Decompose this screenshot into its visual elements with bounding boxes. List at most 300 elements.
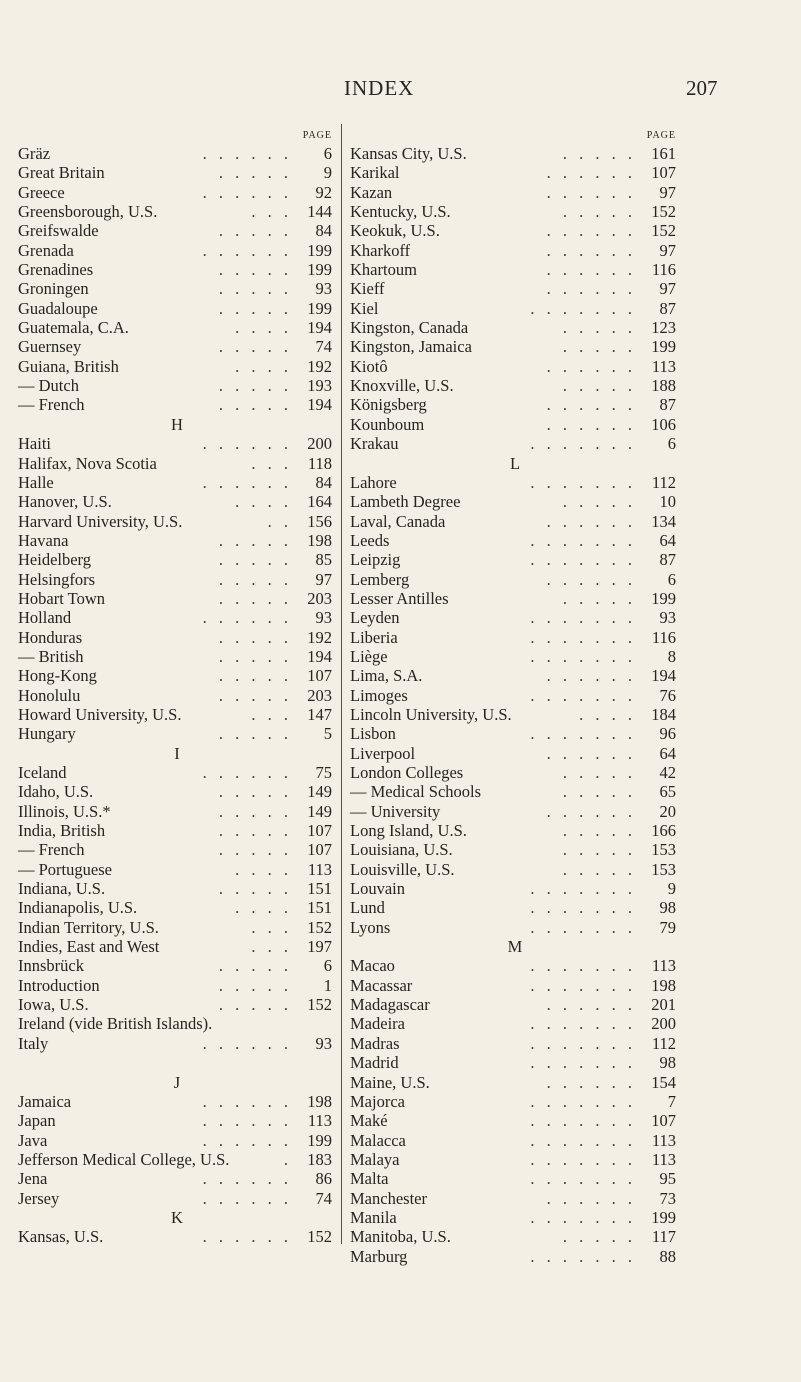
entry-name: Lesser Antilles xyxy=(350,588,449,608)
leader-dots: . . . . . xyxy=(218,879,292,899)
entry-name: Kingston, Canada xyxy=(350,318,469,338)
entry-name: Great Britain xyxy=(18,163,105,183)
entry-name: Indies, East and West xyxy=(18,937,160,957)
index-entry xyxy=(18,821,336,840)
entry-name: Groningen xyxy=(18,279,89,299)
entry-page-number: 151 xyxy=(307,879,332,899)
entry-page-number: 151 xyxy=(307,898,332,918)
leader-dots: . . . . . xyxy=(562,763,636,782)
leader-dots: . . . . . . xyxy=(202,434,292,454)
leader-dots: . . . . . . xyxy=(202,1188,292,1208)
entry-page-number: 97 xyxy=(659,240,676,260)
index-entry xyxy=(350,318,680,337)
entry-name: Howard University, U.S. xyxy=(18,704,182,724)
index-entry xyxy=(18,1227,336,1246)
entry-page-number: 152 xyxy=(307,917,332,937)
entry-page-number: 9 xyxy=(667,879,676,899)
leader-dots: . . . . . . xyxy=(546,801,636,821)
index-entry xyxy=(18,686,336,705)
index-entry xyxy=(350,628,680,647)
leader-dots: . . . . . . xyxy=(202,1227,292,1247)
entry-page-number: 199 xyxy=(651,588,676,608)
index-entry xyxy=(18,492,336,511)
entry-page-number: 84 xyxy=(315,221,332,241)
leader-dots: . . . . . . xyxy=(546,182,636,202)
index-entry xyxy=(18,898,336,917)
entry-page-number: 20 xyxy=(659,801,676,821)
entry-name: Guiana, British xyxy=(18,356,119,376)
entry-name: Malta xyxy=(350,1169,389,1189)
entry-page-number: 152 xyxy=(307,1227,332,1247)
index-entry xyxy=(18,1150,336,1169)
index-entry xyxy=(18,995,336,1014)
entry-page-number: 199 xyxy=(307,298,332,318)
index-entry xyxy=(18,1034,336,1053)
leader-dots: . . . . . . xyxy=(546,666,636,686)
index-entry xyxy=(18,840,336,859)
entry-name: Greece xyxy=(18,182,65,202)
page-number: 207 xyxy=(686,76,718,100)
entry-page-number: 64 xyxy=(659,743,676,763)
index-list xyxy=(350,144,680,1266)
index-entry xyxy=(18,666,336,685)
entry-page-number: 87 xyxy=(659,395,676,415)
leader-dots: . . . . . . xyxy=(546,511,636,531)
entry-page-number: 156 xyxy=(307,511,332,531)
index-entry xyxy=(350,1169,680,1188)
entry-page-number: 95 xyxy=(659,1169,676,1189)
entry-name: Helsingfors xyxy=(18,569,95,589)
entry-name: Guatemala, C.A. xyxy=(18,318,129,338)
entry-page-number: 113 xyxy=(307,1111,332,1131)
entry-page-number: 153 xyxy=(651,859,676,879)
entry-page-number: 93 xyxy=(659,608,676,628)
entry-name: Königsberg xyxy=(350,395,427,415)
leader-dots: . . . . . . . xyxy=(530,724,636,744)
entry-name: — French xyxy=(18,395,85,415)
leader-dots: . . . . . . xyxy=(546,356,636,376)
index-entry xyxy=(18,395,336,414)
index-entry xyxy=(18,318,336,337)
leader-dots: . . . . . . xyxy=(202,1091,292,1111)
entry-page-number: 199 xyxy=(307,1130,332,1150)
entry-name: Kounboum xyxy=(350,414,425,434)
column-divider xyxy=(341,124,342,1244)
entry-name: Greifswalde xyxy=(18,221,99,241)
index-entry xyxy=(18,163,336,182)
leader-dots: . . . . . . . xyxy=(530,550,636,570)
index-entry xyxy=(18,647,336,666)
entry-name: Maine, U.S. xyxy=(350,1072,430,1092)
index-entry xyxy=(350,1150,680,1169)
index-entry xyxy=(350,860,680,879)
leader-dots: . . . . . xyxy=(562,202,636,222)
entry-page-number: 107 xyxy=(307,840,332,860)
entry-page-number: 200 xyxy=(307,434,332,454)
index-entry xyxy=(18,879,336,898)
entry-page-number: 134 xyxy=(651,511,676,531)
entry-page-number: 75 xyxy=(315,763,332,782)
leader-dots: . . . . . xyxy=(218,975,292,995)
entry-page-number: 194 xyxy=(651,666,676,686)
index-entry xyxy=(18,183,336,202)
entry-name: Idaho, U.S. xyxy=(18,782,94,802)
entry-page-number: 113 xyxy=(651,356,676,376)
entry-page-number: 113 xyxy=(651,1130,676,1150)
entry-name: Kiotô xyxy=(350,356,388,376)
index-entry xyxy=(350,1092,680,1111)
entry-name: — Dutch xyxy=(18,376,79,396)
entry-page-number: 198 xyxy=(651,975,676,995)
leader-dots: . . . . . xyxy=(218,821,292,841)
entry-page-number: 112 xyxy=(651,1033,676,1053)
index-entry xyxy=(350,976,680,995)
leader-dots: . . . . . . . xyxy=(530,1207,636,1227)
leader-dots: . . . . . xyxy=(218,627,292,647)
index-entry xyxy=(18,144,336,163)
entry-name: Jamaica xyxy=(18,1091,72,1111)
index-entry xyxy=(350,260,680,279)
index-entry xyxy=(350,144,680,163)
leader-dots: . . . . . . . xyxy=(530,1014,636,1034)
leader-dots: . . . . . . . xyxy=(530,898,636,918)
entry-page-number: 107 xyxy=(651,163,676,183)
entry-page-number: 92 xyxy=(315,182,332,202)
leader-dots: . . . . . . . xyxy=(530,1130,636,1150)
leader-dots: . . . . . . . xyxy=(530,298,636,318)
leader-dots: . . . . . xyxy=(562,337,636,357)
leader-dots: . . . . xyxy=(235,356,292,376)
index-entry xyxy=(350,763,680,782)
index-entry xyxy=(18,1169,336,1188)
entry-page-number: 7 xyxy=(667,1091,676,1111)
entry-page-number: 118 xyxy=(307,453,332,473)
entry-page-number: 153 xyxy=(651,840,676,860)
entry-name: Manitoba, U.S. xyxy=(350,1227,451,1247)
index-entry xyxy=(350,802,680,821)
entry-name: Hobart Town xyxy=(18,588,105,608)
leader-dots: . . . . . xyxy=(218,956,292,976)
leader-dots: . . . . . xyxy=(562,1227,636,1247)
entry-page-number: 112 xyxy=(651,472,676,492)
entry-name: Ireland (vide British Islands). xyxy=(18,1014,213,1034)
entry-page-number: 73 xyxy=(659,1188,676,1208)
entry-name: Haiti xyxy=(18,434,51,454)
entry-name: Kansas, U.S. xyxy=(18,1227,104,1247)
index-entry xyxy=(18,802,336,821)
leader-dots: . . . . . xyxy=(218,163,292,183)
entry-name: Jersey xyxy=(18,1188,60,1208)
entry-name: Madagascar xyxy=(350,995,430,1015)
leader-dots: . . . xyxy=(251,937,292,957)
entry-name: Greensborough, U.S. xyxy=(18,202,158,222)
index-entry xyxy=(350,337,680,356)
entry-page-number: 117 xyxy=(651,1227,676,1247)
entry-name: Lemberg xyxy=(350,569,410,589)
index-column-right xyxy=(350,128,680,1266)
leader-dots: . . . . . . xyxy=(202,1033,292,1053)
index-entry xyxy=(18,241,336,260)
index-entry xyxy=(350,1053,680,1072)
leader-dots: . . . . . . xyxy=(546,260,636,280)
spacer xyxy=(18,1053,336,1072)
index-entry xyxy=(350,163,680,182)
index-entry xyxy=(350,724,680,743)
leader-dots: . . . . . . xyxy=(546,221,636,241)
entry-name: Manila xyxy=(350,1207,397,1227)
entry-name: Madeira xyxy=(350,1014,405,1034)
entry-page-number: 197 xyxy=(307,937,332,957)
index-entry xyxy=(18,937,336,956)
entry-page-number: 152 xyxy=(651,202,676,222)
leader-dots: . . . . . xyxy=(218,666,292,686)
index-entry xyxy=(18,512,336,531)
index-entry xyxy=(350,879,680,898)
leader-dots: . . . . . xyxy=(218,221,292,241)
index-entry xyxy=(18,260,336,279)
entry-name: Java xyxy=(18,1130,48,1150)
index-entry xyxy=(18,202,336,221)
entry-page-number: 87 xyxy=(659,550,676,570)
page-header xyxy=(0,76,801,106)
leader-dots: . . . . . . . xyxy=(530,1033,636,1053)
leader-dots: . xyxy=(283,1149,292,1169)
leader-dots: . . . . . . xyxy=(546,414,636,434)
index-entry xyxy=(350,395,680,414)
entry-page-number: 107 xyxy=(651,1111,676,1131)
leader-dots: . . . . xyxy=(235,898,292,918)
entry-name: London Colleges xyxy=(350,763,464,782)
index-entry xyxy=(350,1227,680,1246)
page-title: INDEX xyxy=(344,76,415,100)
leader-dots: . . . . . . xyxy=(202,472,292,492)
entry-page-number: 93 xyxy=(315,608,332,628)
entry-name: Guadaloupe xyxy=(18,298,98,318)
index-entry xyxy=(18,279,336,298)
leader-dots: . . . . . . xyxy=(202,608,292,628)
leader-dots: . . . . . xyxy=(218,685,292,705)
entry-name: Macao xyxy=(350,956,395,976)
entry-name: Khartoum xyxy=(350,260,417,280)
entry-page-number: 183 xyxy=(307,1149,332,1169)
index-entry xyxy=(350,299,680,318)
leader-dots: . . . . . xyxy=(218,782,292,802)
entry-name: Introduction xyxy=(18,975,100,995)
index-entry xyxy=(350,221,680,240)
entry-name: Indian Territory, U.S. xyxy=(18,917,159,937)
entry-page-number: 200 xyxy=(651,1014,676,1034)
entry-name: Honduras xyxy=(18,627,83,647)
leader-dots: . . . . . xyxy=(562,588,636,608)
entry-page-number: 154 xyxy=(651,1072,676,1092)
index-entry xyxy=(18,550,336,569)
entry-page-number: 6 xyxy=(323,956,332,976)
entry-page-number: 164 xyxy=(307,492,332,512)
entry-page-number: 149 xyxy=(307,782,332,802)
entry-page-number: 203 xyxy=(307,588,332,608)
index-entry xyxy=(18,956,336,975)
entry-page-number: 147 xyxy=(307,704,332,724)
leader-dots: . . . . . . xyxy=(546,395,636,415)
index-entry xyxy=(350,1111,680,1130)
entry-page-number: 65 xyxy=(659,782,676,802)
entry-page-number: 116 xyxy=(651,627,676,647)
entry-page-number: 193 xyxy=(307,376,332,396)
entry-page-number: 85 xyxy=(315,550,332,570)
section-letter: I xyxy=(174,743,180,763)
leader-dots: . . . . . . xyxy=(202,1169,292,1189)
entry-name: Madrid xyxy=(350,1053,399,1073)
leader-dots: . . . . . xyxy=(562,782,636,802)
entry-page-number: 86 xyxy=(315,1169,332,1189)
leader-dots: . . . . . . . xyxy=(530,434,636,454)
entry-name: Maké xyxy=(350,1111,388,1131)
entry-page-number: 88 xyxy=(659,1246,676,1266)
entry-page-number: 98 xyxy=(659,898,676,918)
index-entry xyxy=(350,473,680,492)
entry-page-number: 152 xyxy=(307,995,332,1015)
entry-page-number: 79 xyxy=(659,917,676,937)
index-entry xyxy=(18,434,336,453)
entry-name: Liberia xyxy=(350,627,398,647)
entry-name: Iceland xyxy=(18,763,67,782)
leader-dots: . . . . . . . xyxy=(530,1091,636,1111)
index-entry xyxy=(350,686,680,705)
entry-name: Havana xyxy=(18,530,69,550)
index-entry xyxy=(350,1189,680,1208)
entry-page-number: 96 xyxy=(659,724,676,744)
entry-name: Liège xyxy=(350,646,388,666)
index-entry xyxy=(18,357,336,376)
leader-dots: . . . . . . xyxy=(202,240,292,260)
index-entry xyxy=(18,1014,336,1033)
entry-name: Indianapolis, U.S. xyxy=(18,898,138,918)
entry-name: Malaya xyxy=(350,1149,400,1169)
section-letter: J xyxy=(173,1072,181,1092)
entry-name: Knoxville, U.S. xyxy=(350,376,454,396)
index-entry xyxy=(350,918,680,937)
entry-name: Kharkoff xyxy=(350,240,411,260)
leader-dots: . . . . . xyxy=(218,588,292,608)
index-entry xyxy=(18,299,336,318)
entry-name: Kentucky, U.S. xyxy=(350,202,451,222)
leader-dots: . . . . . . xyxy=(546,743,636,763)
entry-name: Lund xyxy=(350,898,385,918)
entry-page-number: 198 xyxy=(307,1091,332,1111)
leader-dots: . . . xyxy=(251,202,292,222)
entry-page-number: 8 xyxy=(667,646,676,666)
index-entry xyxy=(350,589,680,608)
entry-name: Italy xyxy=(18,1033,49,1053)
leader-dots: . . . . . . xyxy=(546,163,636,183)
entry-name: Halifax, Nova Scotia xyxy=(18,453,157,473)
entry-name: Lambeth Degree xyxy=(350,492,461,512)
entry-name: Harvard University, U.S. xyxy=(18,511,183,531)
entry-name: Lincoln University, U.S. xyxy=(350,704,512,724)
leader-dots: . . . . . . . xyxy=(530,530,636,550)
index-entry xyxy=(350,531,680,550)
index-entry xyxy=(18,628,336,647)
leader-dots: . . . . . . . xyxy=(530,1111,636,1131)
entry-page-number: 199 xyxy=(307,260,332,280)
index-entry xyxy=(350,1247,680,1266)
entry-page-number: 97 xyxy=(659,182,676,202)
entry-name: Liverpool xyxy=(350,743,416,763)
entry-name: — University xyxy=(350,801,441,821)
index-entry xyxy=(350,608,680,627)
entry-page-number: 64 xyxy=(659,530,676,550)
entry-name: Jena xyxy=(18,1169,48,1189)
leader-dots: . . . . . . . xyxy=(530,956,636,976)
entry-page-number: 93 xyxy=(315,1033,332,1053)
entry-name: Gräz xyxy=(18,144,51,163)
leader-dots: . . . . . . . xyxy=(530,608,636,628)
index-entry xyxy=(18,531,336,550)
index-entry xyxy=(350,1073,680,1092)
entry-name: Kieff xyxy=(350,279,385,299)
index-entry xyxy=(350,1034,680,1053)
index-entry xyxy=(350,821,680,840)
entry-page-number: 74 xyxy=(315,337,332,357)
entry-name: Macassar xyxy=(350,975,413,995)
entry-name: Long Island, U.S. xyxy=(350,821,467,841)
leader-dots: . . . xyxy=(251,917,292,937)
leader-dots: . . . . . . xyxy=(546,569,636,589)
entry-page-number: 149 xyxy=(307,801,332,821)
index-entry xyxy=(350,1208,680,1227)
entry-name: Kiel xyxy=(350,298,379,318)
index-entry xyxy=(350,898,680,917)
entry-page-number: 194 xyxy=(307,395,332,415)
index-entry xyxy=(350,782,680,801)
entry-name: Jefferson Medical College, U.S. xyxy=(18,1149,230,1169)
entry-name: Honolulu xyxy=(18,685,81,705)
index-entry xyxy=(350,647,680,666)
leader-dots: . . . . . xyxy=(218,569,292,589)
entry-page-number: 97 xyxy=(315,569,332,589)
section-letter: M xyxy=(507,937,523,957)
entry-name: Limoges xyxy=(350,685,408,705)
entry-name: Karikal xyxy=(350,163,400,183)
entry-page-number: 1 xyxy=(323,975,332,995)
entry-page-number: 107 xyxy=(307,821,332,841)
leader-dots: . . . xyxy=(251,704,292,724)
entry-page-number: 194 xyxy=(307,318,332,338)
leader-dots: . . . . . xyxy=(562,144,636,163)
section-letter: K xyxy=(171,1207,183,1227)
index-entry xyxy=(18,570,336,589)
index-entry xyxy=(18,454,336,473)
index-entry xyxy=(350,434,680,453)
leader-dots: . . . . . xyxy=(218,995,292,1015)
leader-dots: . . . . . . xyxy=(546,995,636,1015)
entry-name: Grenada xyxy=(18,240,74,260)
entry-name: — Medical Schools xyxy=(350,782,482,802)
entry-name: Innsbrück xyxy=(18,956,84,976)
page-column-label: PAGE xyxy=(646,130,676,141)
leader-dots: . . . . . xyxy=(218,279,292,299)
entry-page-number: 9 xyxy=(323,163,332,183)
index-entry xyxy=(18,724,336,743)
index-entry xyxy=(18,1189,336,1208)
index-entry xyxy=(350,1131,680,1150)
leader-dots: . . . . . xyxy=(218,550,292,570)
entry-name: — British xyxy=(18,646,84,666)
leader-dots: . . . . . xyxy=(218,376,292,396)
entry-name: Heidelberg xyxy=(18,550,92,570)
entry-name: Leeds xyxy=(350,530,390,550)
entry-name: Iowa, U.S. xyxy=(18,995,89,1015)
